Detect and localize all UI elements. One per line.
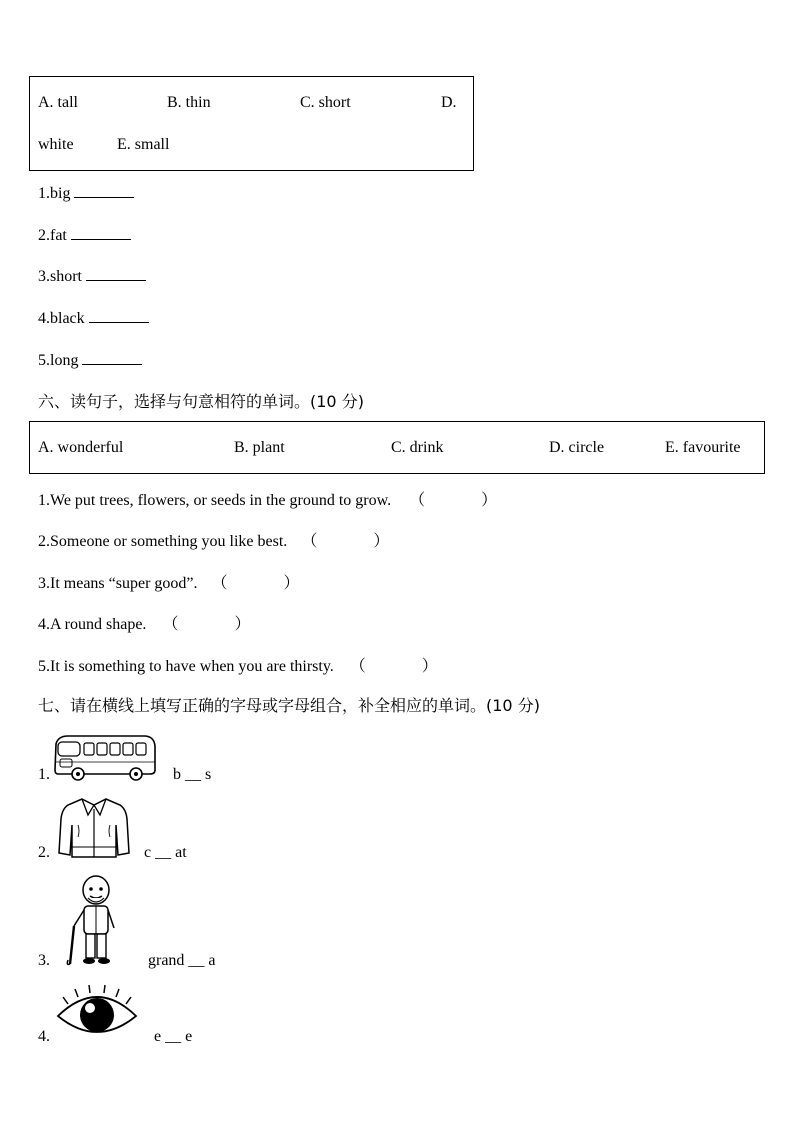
s6-question-3 bbox=[38, 570, 300, 593]
answer-blank[interactable] bbox=[71, 225, 131, 240]
options-box-1 bbox=[29, 76, 474, 171]
question-label: 4.black bbox=[38, 310, 85, 327]
item-number: 4. bbox=[38, 1028, 50, 1045]
s6-question-4 bbox=[38, 611, 250, 634]
answer-blank[interactable] bbox=[86, 266, 146, 281]
question-text: 2.Someone or something you like best. bbox=[38, 533, 288, 550]
word-puzzle[interactable]: c __ at bbox=[144, 844, 187, 861]
answer-parentheses[interactable]: （ ） bbox=[162, 616, 251, 633]
question-label: 2.fat bbox=[38, 227, 67, 244]
option-c: C. drink bbox=[391, 439, 444, 456]
question-label: 5.long bbox=[38, 352, 79, 369]
question-5 bbox=[38, 350, 142, 370]
answer-parentheses[interactable]: （ ） bbox=[301, 533, 390, 550]
word-puzzle[interactable]: e __ e bbox=[154, 1028, 193, 1045]
option-d: D. circle bbox=[549, 439, 605, 456]
option-a: A. wonderful bbox=[38, 439, 124, 456]
question-label: 3.short bbox=[38, 268, 82, 285]
answer-blank[interactable] bbox=[82, 350, 142, 365]
question-text: 3.It means “super good”. bbox=[38, 575, 198, 592]
coat-icon bbox=[56, 795, 132, 859]
answer-parentheses[interactable]: （ ） bbox=[409, 492, 498, 509]
option-a: A. tall bbox=[38, 94, 78, 111]
answer-parentheses[interactable]: （ ） bbox=[211, 575, 300, 592]
grandpa-icon bbox=[62, 874, 124, 966]
eye-icon bbox=[54, 984, 140, 1042]
question-text: 1.We put trees, flowers, or seeds in the ground to grow. bbox=[38, 492, 392, 509]
question-text: 5.It is something to have when you are thirsty. bbox=[38, 658, 334, 675]
option-e: E. favourite bbox=[665, 439, 741, 456]
question-label: 1.big bbox=[38, 185, 71, 202]
item-number: 2. bbox=[38, 844, 50, 861]
word-puzzle[interactable]: b __ s bbox=[173, 766, 212, 783]
question-2 bbox=[38, 225, 131, 245]
question-3 bbox=[38, 266, 146, 286]
option-b: B. plant bbox=[234, 439, 285, 456]
option-e: E. small bbox=[117, 136, 170, 153]
option-c: C. short bbox=[300, 94, 351, 111]
question-1 bbox=[38, 183, 134, 203]
question-4 bbox=[38, 308, 149, 328]
answer-blank[interactable] bbox=[89, 308, 149, 323]
option-b: B. thin bbox=[167, 94, 211, 111]
bus-icon bbox=[52, 732, 158, 782]
s6-question-2 bbox=[38, 528, 389, 551]
question-text: 4.A round shape. bbox=[38, 616, 147, 633]
s6-question-1 bbox=[38, 487, 497, 510]
section-7-title: 七、请在横线上填写正确的字母或字母组合，补全相应的单词。(10 分) bbox=[38, 696, 540, 715]
option-d-word: white bbox=[38, 136, 74, 153]
option-d: D. bbox=[441, 94, 457, 111]
word-puzzle[interactable]: grand __ a bbox=[148, 952, 216, 969]
answer-parentheses[interactable]: （ ） bbox=[349, 658, 438, 675]
section-6-title: 六、读句子，选择与句意相符的单词。(10 分) bbox=[38, 392, 364, 411]
item-number: 1. bbox=[38, 766, 50, 783]
item-number: 3. bbox=[38, 952, 50, 969]
answer-blank[interactable] bbox=[74, 183, 134, 198]
s6-question-5 bbox=[38, 653, 438, 676]
